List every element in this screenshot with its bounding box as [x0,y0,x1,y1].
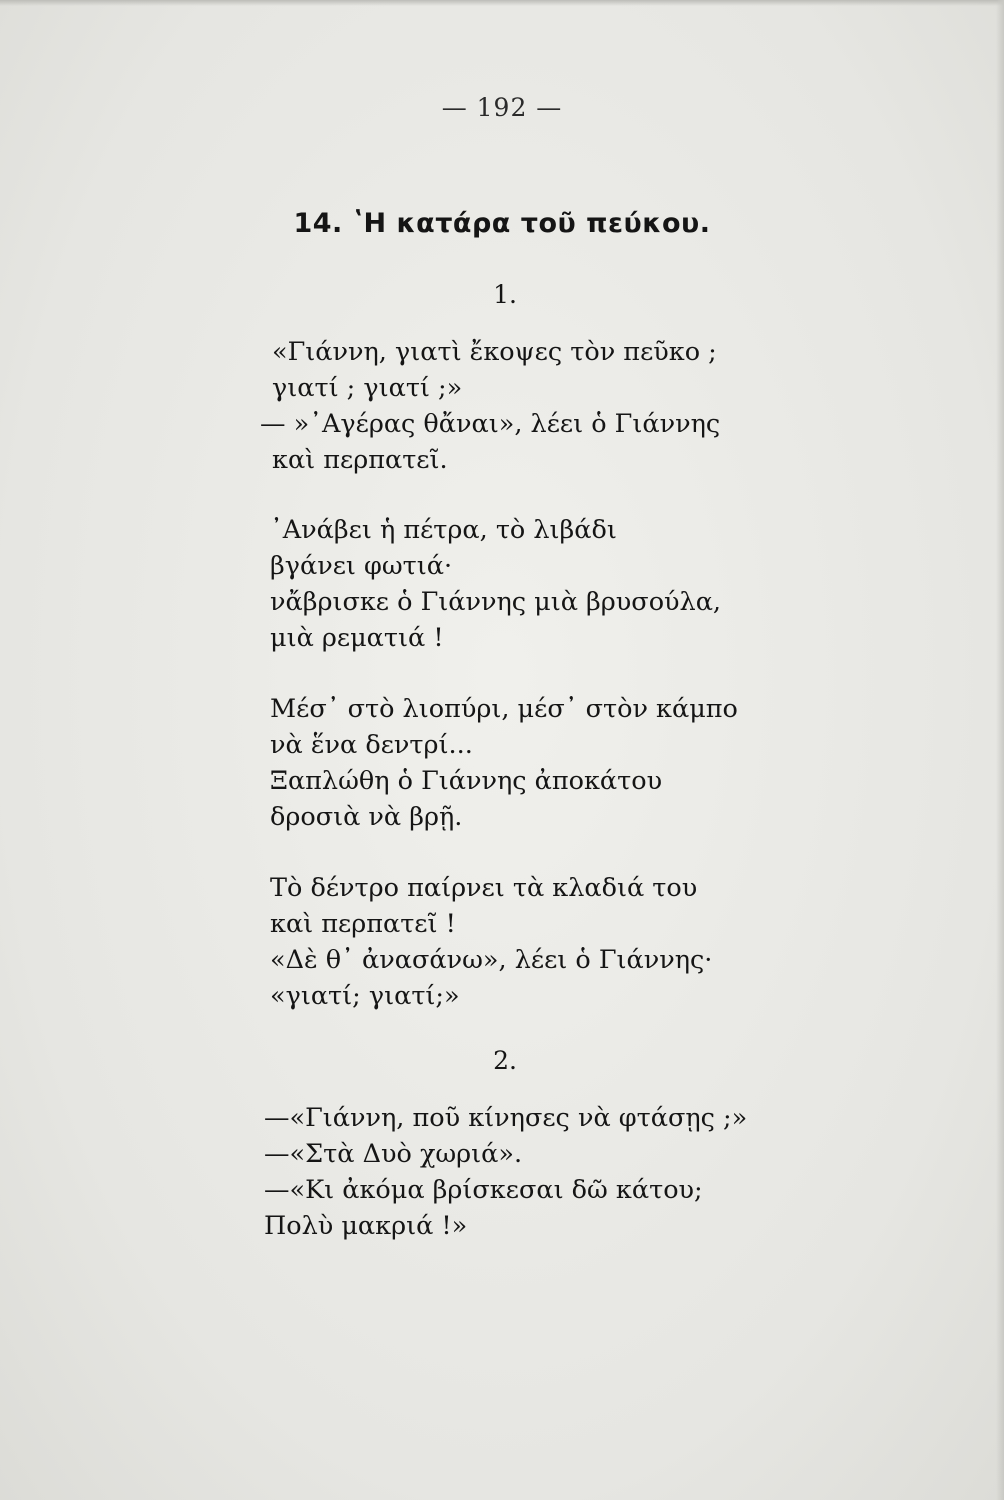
poem-line: Μέσ᾿ στὸ λιοπύρι, μέσ᾿ στὸν κάμπο [270,694,738,724]
poem-line: — »᾿Αγέρας θἄναι», λέει ὁ Γιάννης [260,409,721,439]
poem-line: νὰ ἕνα δεντρί... [270,730,473,760]
section-number-1: 1. [493,280,517,309]
page-number: — 192 — [441,93,563,122]
poem-line: Πολὺ μακριά !» [264,1211,468,1241]
poem-line: καὶ περπατεῖ. [272,445,448,475]
page-top-edge [0,0,1004,6]
poem-title: 14. ʽΗ κατάρα τοῦ πεύκου. [293,208,711,239]
poem-line: —«Γιάννη, ποῦ κίνησες νὰ φτάσῃς ;» [264,1103,748,1133]
poem-line: γιατί ; γιατί ;» [272,373,463,403]
poem-line: «Γιάννη, γιατὶ ἔκοψες τὸν πεῦκο ; [272,337,717,367]
poem-line: δροσιὰ νὰ βρῇ. [270,802,463,832]
poem-line: βγάνει φωτιά· [270,551,453,581]
poem-line: «Δὲ θ᾿ ἀνασάνω», λέει ὁ Γιάννης· [270,945,713,975]
poem-line: ᾿Ανάβει ἡ πέτρα, τὸ λιβάδι [270,515,617,545]
poem-line: μιὰ ρεματιά ! [270,623,444,653]
poem-line: καὶ περπατεῖ ! [270,909,456,939]
poem-line: Ξαπλώθη ὁ Γιάννης ἀποκάτου [270,766,663,796]
poem-line: «γιατί; γιατί;» [270,981,460,1011]
poem-line: —«Στὰ Δυὸ χωριά». [264,1139,523,1169]
poem-line: —«Κι ἀκόμα βρίσκεσαι δῶ κάτου; [264,1175,703,1205]
poem-line: Τὸ δέντρο παίρνει τὰ κλαδιά του [270,873,698,903]
poem-line: νἄβρισκε ὁ Γιάννης μιὰ βρυσούλα, [270,587,722,617]
section-number-2: 2. [493,1046,517,1075]
